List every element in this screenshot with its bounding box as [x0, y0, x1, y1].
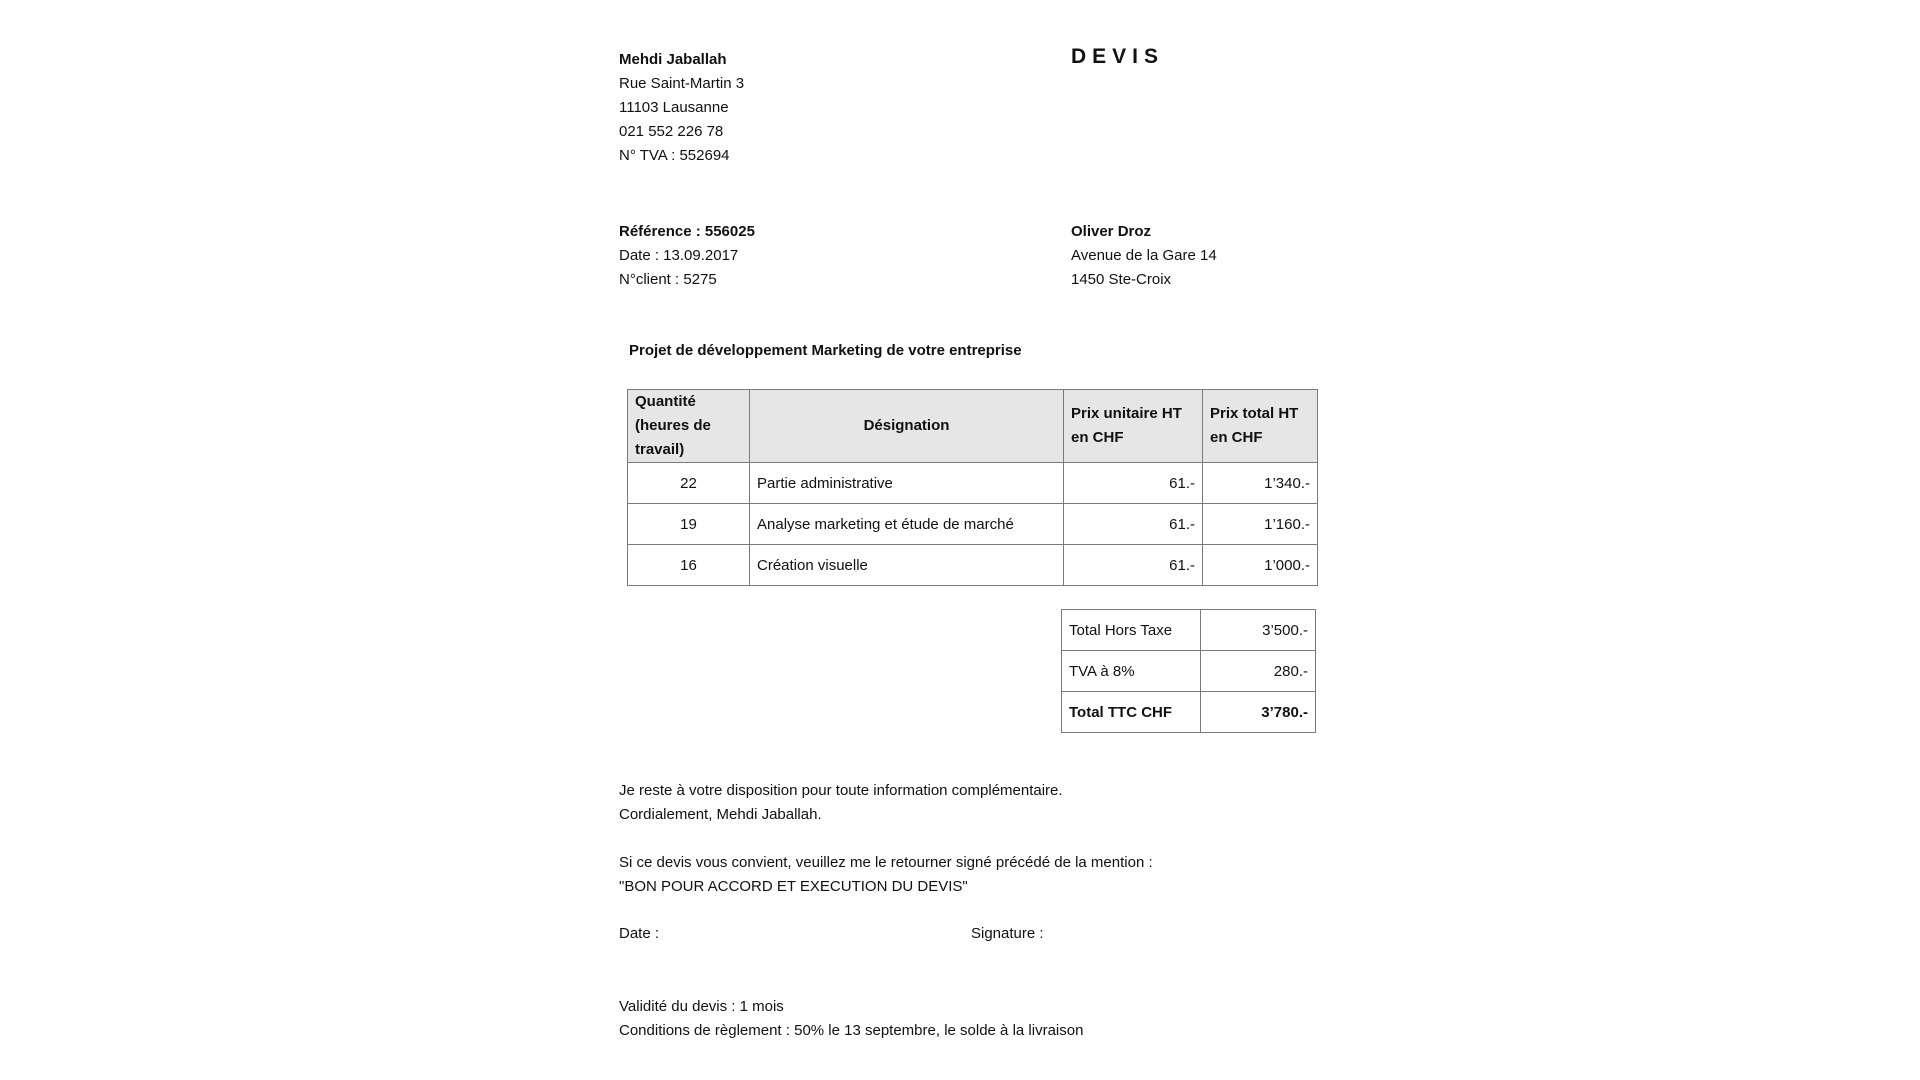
sender-vat: N° TVA : 552694: [619, 147, 730, 164]
client-block: [1071, 220, 1217, 292]
totals-table: [1061, 609, 1316, 733]
cell-unit-price: 61.-: [1064, 504, 1203, 545]
header-total-price-line2: en CHF: [1210, 429, 1263, 446]
conditions-block: [619, 995, 1083, 1043]
accord-block: [619, 851, 1153, 899]
cell-designation: Création visuelle: [750, 545, 1064, 586]
vat-value: 280.-: [1201, 651, 1316, 692]
items-table-header: [628, 390, 1318, 463]
totals-row-ht: [1062, 610, 1316, 651]
header-total-price: [1203, 390, 1318, 463]
cell-unit-price: 61.-: [1064, 463, 1203, 504]
reference-block: [619, 220, 755, 292]
sender-street: Rue Saint-Martin 3: [619, 75, 745, 92]
cell-unit-price: 61.-: [1064, 545, 1203, 586]
table-row: [628, 463, 1318, 504]
header-unit-price-line1: Prix unitaire HT: [1071, 405, 1182, 422]
header-quantity: [628, 390, 750, 463]
client-city: 1450 Ste-Croix: [1071, 271, 1172, 288]
validity-line: Validité du devis : 1 mois: [619, 998, 784, 1015]
sender-block: [619, 48, 744, 168]
items-table: [627, 389, 1318, 586]
reference-date: Date : 13.09.2017: [619, 247, 739, 264]
header-total-price-line1: Prix total HT: [1210, 405, 1299, 422]
cell-total: 1’340.-: [1203, 463, 1318, 504]
total-ttc-value: 3’780.-: [1201, 692, 1316, 733]
client-number: N°client : 5275: [619, 271, 717, 288]
totals-row-vat: [1062, 651, 1316, 692]
accord-line-2: "BON POUR ACCORD ET EXECUTION DU DEVIS": [619, 878, 968, 895]
total-ht-label: Total Hors Taxe: [1062, 610, 1201, 651]
cell-total: 1’160.-: [1203, 504, 1318, 545]
header-quantity-line1: Quantité: [635, 393, 696, 410]
document-title: DEVIS: [1071, 45, 1165, 68]
reference-number: Référence : 556025: [619, 223, 755, 240]
total-ttc-label: Total TTC CHF: [1062, 692, 1201, 733]
cell-total: 1’000.-: [1203, 545, 1318, 586]
cell-quantity: 16: [628, 545, 750, 586]
signature-label: Signature :: [971, 925, 1044, 942]
vat-label: TVA à 8%: [1062, 651, 1201, 692]
cell-designation: Analyse marketing et étude de marché: [750, 504, 1064, 545]
sender-name: Mehdi Jaballah: [619, 51, 727, 68]
closing-line-1: Je reste à votre disposition pour toute information complémentaire.: [619, 782, 1063, 799]
cell-quantity: 19: [628, 504, 750, 545]
cell-quantity: 22: [628, 463, 750, 504]
payment-terms-line: Conditions de règlement : 50% le 13 septembre, le solde à la livraison: [619, 1022, 1084, 1039]
header-unit-price: [1064, 390, 1203, 463]
total-ht-value: 3’500.-: [1201, 610, 1316, 651]
header-quantity-line2: (heures de: [635, 417, 711, 434]
client-street: Avenue de la Gare 14: [1071, 247, 1217, 264]
sender-phone: 021 552 226 78: [619, 123, 724, 140]
accord-line-1: Si ce devis vous convient, veuillez me le retourner signé précédé de la mention :: [619, 854, 1153, 871]
closing-line-2: Cordialement, Mehdi Jaballah.: [619, 806, 822, 823]
client-name: Oliver Droz: [1071, 223, 1152, 240]
cell-designation: Partie administrative: [750, 463, 1064, 504]
header-quantity-line3: travail): [635, 441, 685, 458]
table-row: [628, 545, 1318, 586]
table-row: [628, 504, 1318, 545]
signature-date-label: Date :: [619, 925, 660, 942]
totals-row-ttc: [1062, 692, 1316, 733]
header-designation: Désignation: [750, 390, 1064, 463]
project-title: Projet de développement Marketing de votre entreprise: [629, 342, 1022, 359]
sender-city: 11103 Lausanne: [619, 99, 729, 116]
closing-block: [619, 779, 1063, 827]
header-unit-price-line2: en CHF: [1071, 429, 1124, 446]
